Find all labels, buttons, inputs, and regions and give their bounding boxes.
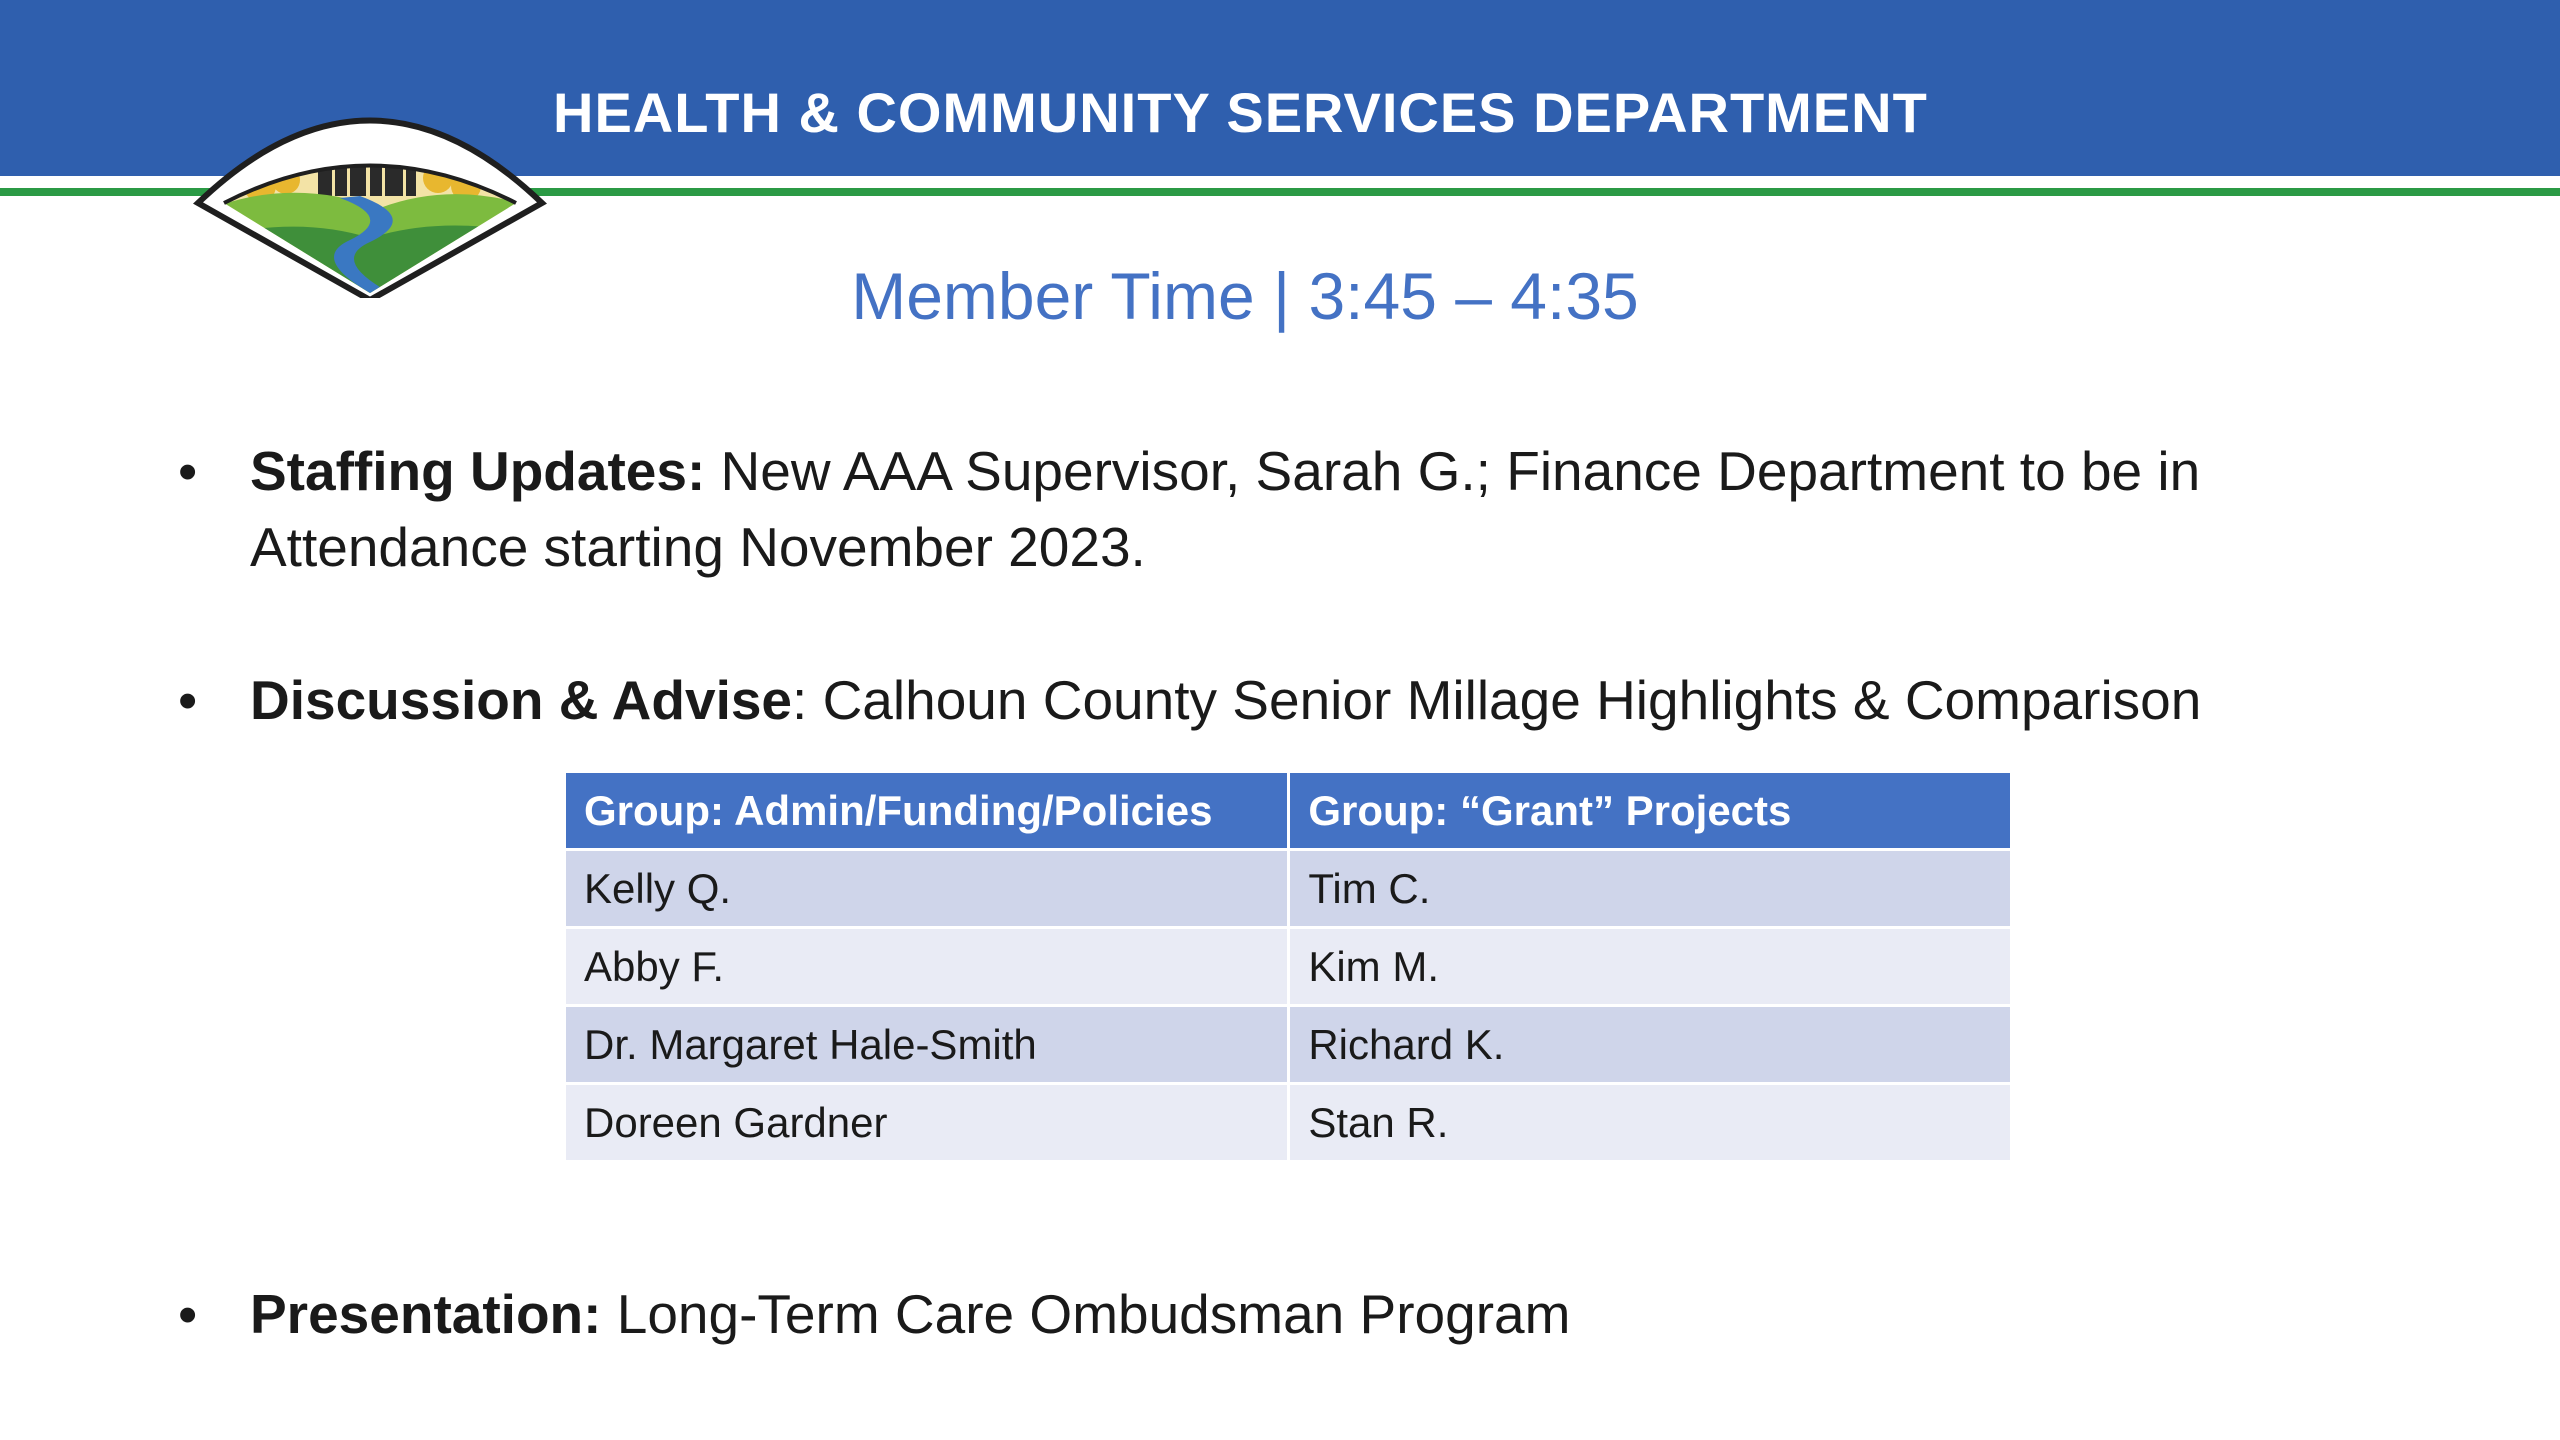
bullet-text: Long-Term Care Ombudsman Program xyxy=(601,1283,1571,1345)
bullet-text: New AAA Supervisor, Sarah G.; Finance Department to be in Attendance starting November 2023. xyxy=(250,440,2201,578)
bullet-label: Discussion & Advise xyxy=(250,669,793,731)
table-header-row xyxy=(565,772,2012,850)
column-header-grant: Group: “Grant” Projects xyxy=(1289,772,2012,850)
bullet-label: Presentation: xyxy=(250,1283,602,1345)
table-cell: Doreen Gardner xyxy=(565,1084,1289,1162)
bullet-dot: • xyxy=(178,669,198,731)
slide-title: Member Time | 3:45 – 4:35 xyxy=(851,259,1639,333)
table-row xyxy=(565,928,2012,1006)
column-header-admin: Group: Admin/Funding/Policies xyxy=(565,772,1289,850)
table-row xyxy=(565,1084,2012,1162)
table-cell: Stan R. xyxy=(1289,1084,2012,1162)
bullet-label: Staffing Updates: xyxy=(250,440,706,502)
bullet-staffing-updates xyxy=(178,433,2350,585)
groups-table xyxy=(563,770,2013,1163)
bullet-dot: • xyxy=(178,1283,198,1345)
bullet-presentation xyxy=(178,1276,2350,1352)
table-row xyxy=(565,850,2012,928)
table-cell: Kelly Q. xyxy=(565,850,1289,928)
table-cell: Kim M. xyxy=(1289,928,2012,1006)
table-cell: Richard K. xyxy=(1289,1006,2012,1084)
bullet-dot: • xyxy=(178,440,198,502)
table-cell: Dr. Margaret Hale-Smith xyxy=(565,1006,1289,1084)
bullet-discussion-advise xyxy=(178,662,2350,738)
table-cell: Tim C. xyxy=(1289,850,2012,928)
table-cell: Abby F. xyxy=(565,928,1289,1006)
table-row xyxy=(565,1006,2012,1084)
bullet-text: : Calhoun County Senior Millage Highlights & Comparison xyxy=(792,669,2202,731)
department-title: HEALTH & COMMUNITY SERVICES DEPARTMENT xyxy=(553,81,1928,144)
